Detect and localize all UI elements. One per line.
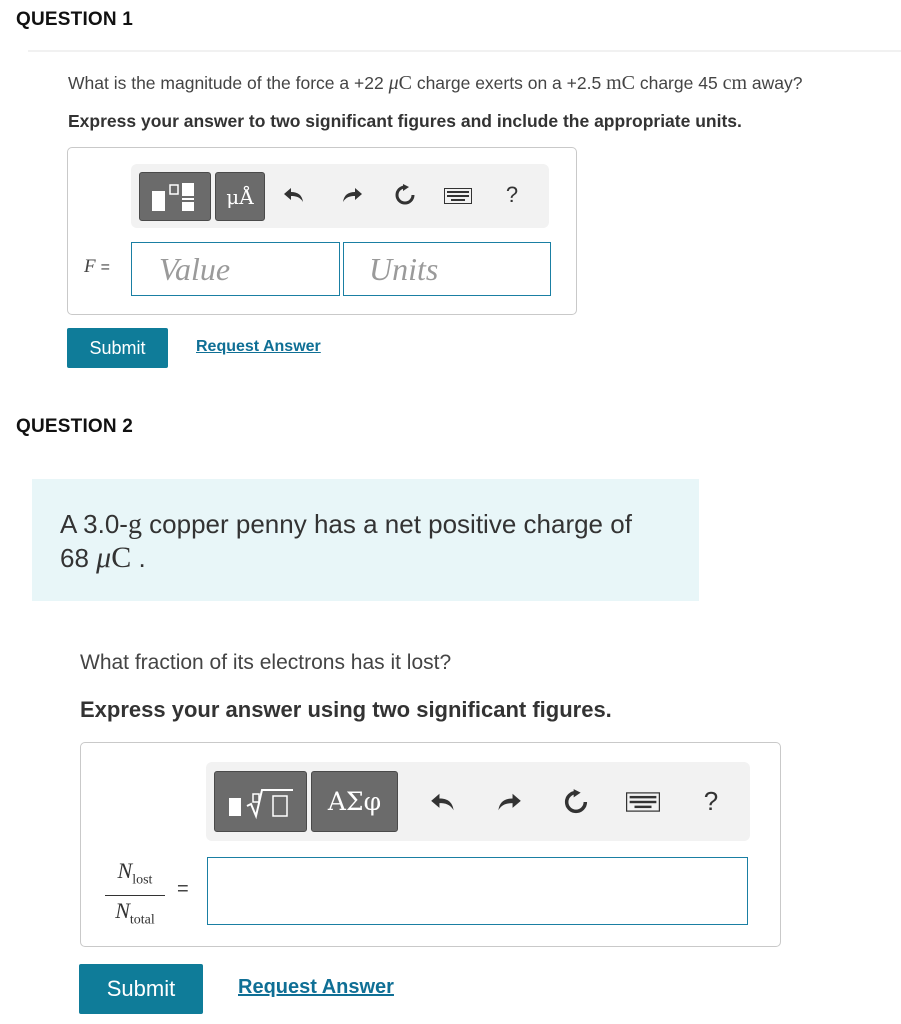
submit-button[interactable]: Submit (79, 964, 203, 1014)
redo-icon[interactable] (337, 180, 367, 210)
variable-label: F = (84, 256, 110, 277)
math-toolbar (206, 762, 750, 841)
question-1-instruction: Express your answer to two significant figures and include the appropriate units. (68, 111, 742, 131)
help-button[interactable]: ? (505, 182, 519, 207)
redo-icon[interactable] (492, 786, 526, 818)
request-answer-link[interactable]: Request Answer (238, 976, 394, 998)
templates-button[interactable] (139, 172, 211, 221)
answer-box (67, 147, 577, 315)
templates-icon (148, 179, 202, 215)
units-input[interactable]: Units (343, 242, 551, 296)
reset-icon[interactable] (558, 784, 594, 820)
reset-icon[interactable] (389, 179, 421, 211)
undo-icon[interactable] (426, 786, 460, 818)
equals-sign: = (177, 878, 189, 900)
question-2-instruction: Express your answer using two significant figures. (80, 697, 612, 722)
question-2-heading: QUESTION 2 (16, 416, 134, 437)
divider (28, 50, 901, 52)
value-input[interactable]: Value (131, 242, 340, 296)
units-button[interactable]: μÅ (215, 172, 265, 221)
help-button[interactable]: ? (703, 785, 719, 816)
templates-radical-icon (223, 782, 299, 822)
keyboard-icon[interactable] (441, 182, 475, 210)
keyboard-icon[interactable] (624, 788, 662, 816)
submit-button[interactable]: Submit (67, 328, 168, 368)
intro-line-2: 68 μC . (60, 541, 146, 574)
question-1-text: What is the magnitude of the force a +22 μC charge exerts on a +2.5 mC charge 45 cm away? (68, 72, 803, 94)
intro-box (32, 479, 699, 601)
math-toolbar (131, 164, 549, 228)
question-1-heading: QUESTION 1 (16, 9, 134, 30)
undo-icon[interactable] (279, 180, 309, 210)
answer-box (80, 742, 781, 947)
greek-symbols-button[interactable]: ΑΣφ (311, 771, 398, 832)
templates-button[interactable] (214, 771, 307, 832)
question-2-text: What fraction of its electrons has it lost? (80, 651, 452, 674)
answer-input[interactable] (207, 857, 748, 925)
intro-line-1: A 3.0-g copper penny has a net positive charge of (60, 509, 632, 540)
request-answer-link[interactable]: Request Answer (196, 338, 321, 355)
fraction-label: $N_{lost}$ $N_{total}$ (105, 858, 165, 934)
